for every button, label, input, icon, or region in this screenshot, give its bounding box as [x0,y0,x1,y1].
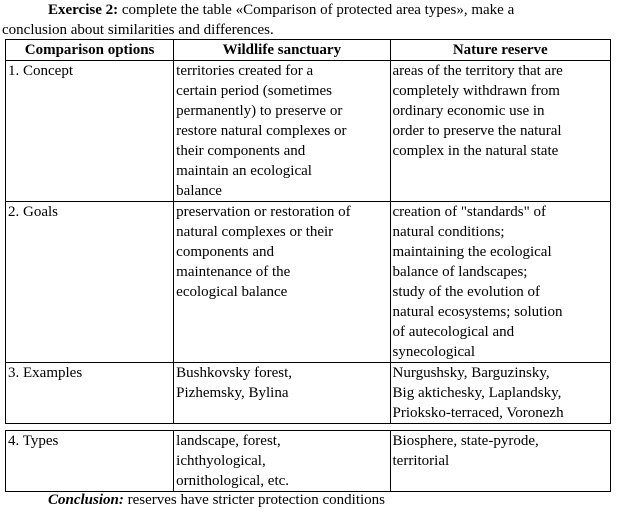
cell-line: ornithological, etc. [176,473,290,489]
cell-line: their components and [176,143,306,159]
intro-line-1 [2,0,618,20]
cell-line: balance [176,183,222,199]
cell-line: completely withdrawn from [392,83,560,99]
cell-line: synecological [392,344,475,360]
intro-line-2: conclusion about similarities and differences. [2,22,274,38]
table-row [6,202,611,363]
header-wildlife-sanctuary: Wildlife sanctuary [174,40,390,61]
cell-line: components and [176,244,275,260]
cell-line: restore natural complexes or [176,123,347,139]
cell-line: Bushkovsky forest, [176,365,292,381]
sanctuary-cell [174,61,390,202]
cell-line: Biosphere, state-pyrode, [392,433,539,449]
cell-line: order to preserve the natural [392,123,562,139]
cell-line: of autecological and [392,324,515,340]
cell-line: Pizhemsky, Bylina [176,385,289,401]
cell-line: certain period (sometimes [176,83,332,99]
exercise-intro [2,0,618,40]
cell-line: landscape, forest, [176,433,281,449]
intro-line-1-text: complete the table «Comparison of protected area types», make a [118,2,515,18]
conclusion-label: Conclusion: [48,492,124,508]
cell-line: Nurgushsky, Barguzinsky, [392,365,550,381]
cell-line: territories created for a [176,63,314,79]
cell-line: Big aktichesky, Laplandsky, [392,385,562,401]
sanctuary-cell [174,363,390,424]
comparison-table [5,39,611,424]
cell-line: ichthyological, [176,453,266,469]
cell-line: ordinary economic use in [392,103,545,119]
sanctuary-cell [174,202,390,363]
cell-line: areas of the territory that are [392,63,563,79]
table-header-row [6,40,611,61]
sanctuary-cell [174,431,390,492]
cell-line: creation of "standards" of [392,204,546,220]
row-option: 2. Goals [6,202,174,363]
cell-line: natural complexes or their [176,224,334,240]
cell-line: maintenance of the [176,264,291,280]
header-comparison-options: Comparison options [6,40,174,61]
cell-line: natural conditions; [392,224,505,240]
header-nature-reserve: Nature reserve [390,40,610,61]
cell-line: complex in the natural state [392,143,559,159]
cell-line: natural ecosystems; solution [392,304,563,320]
cell-line: permanently) to preserve or [176,103,343,119]
table-row [6,61,611,202]
reserve-cell [390,202,610,363]
row-option: 3. Examples [6,363,174,424]
cell-line: ecological balance [176,284,288,300]
row-option: 1. Concept [6,61,174,202]
table-row [6,431,611,492]
types-table [5,430,611,492]
cell-line: maintain an ecological [176,163,312,179]
cell-line: maintaining the ecological [392,244,552,260]
reserve-cell [390,431,610,492]
cell-line: balance of landscapes; [392,264,528,280]
conclusion-text: reserves have stricter protection conditions [123,492,386,508]
cell-line: preservation or restoration of [176,204,351,220]
row-option: 4. Types [6,431,174,492]
table-row [6,363,611,424]
conclusion [48,490,385,510]
cell-line: study of the evolution of [392,284,540,300]
exercise-label: Exercise 2: [48,2,119,18]
cell-line: Prioksko-terraced, Voronezh [392,405,564,421]
reserve-cell [390,363,610,424]
cell-line: territorial [392,453,450,469]
reserve-cell [390,61,610,202]
